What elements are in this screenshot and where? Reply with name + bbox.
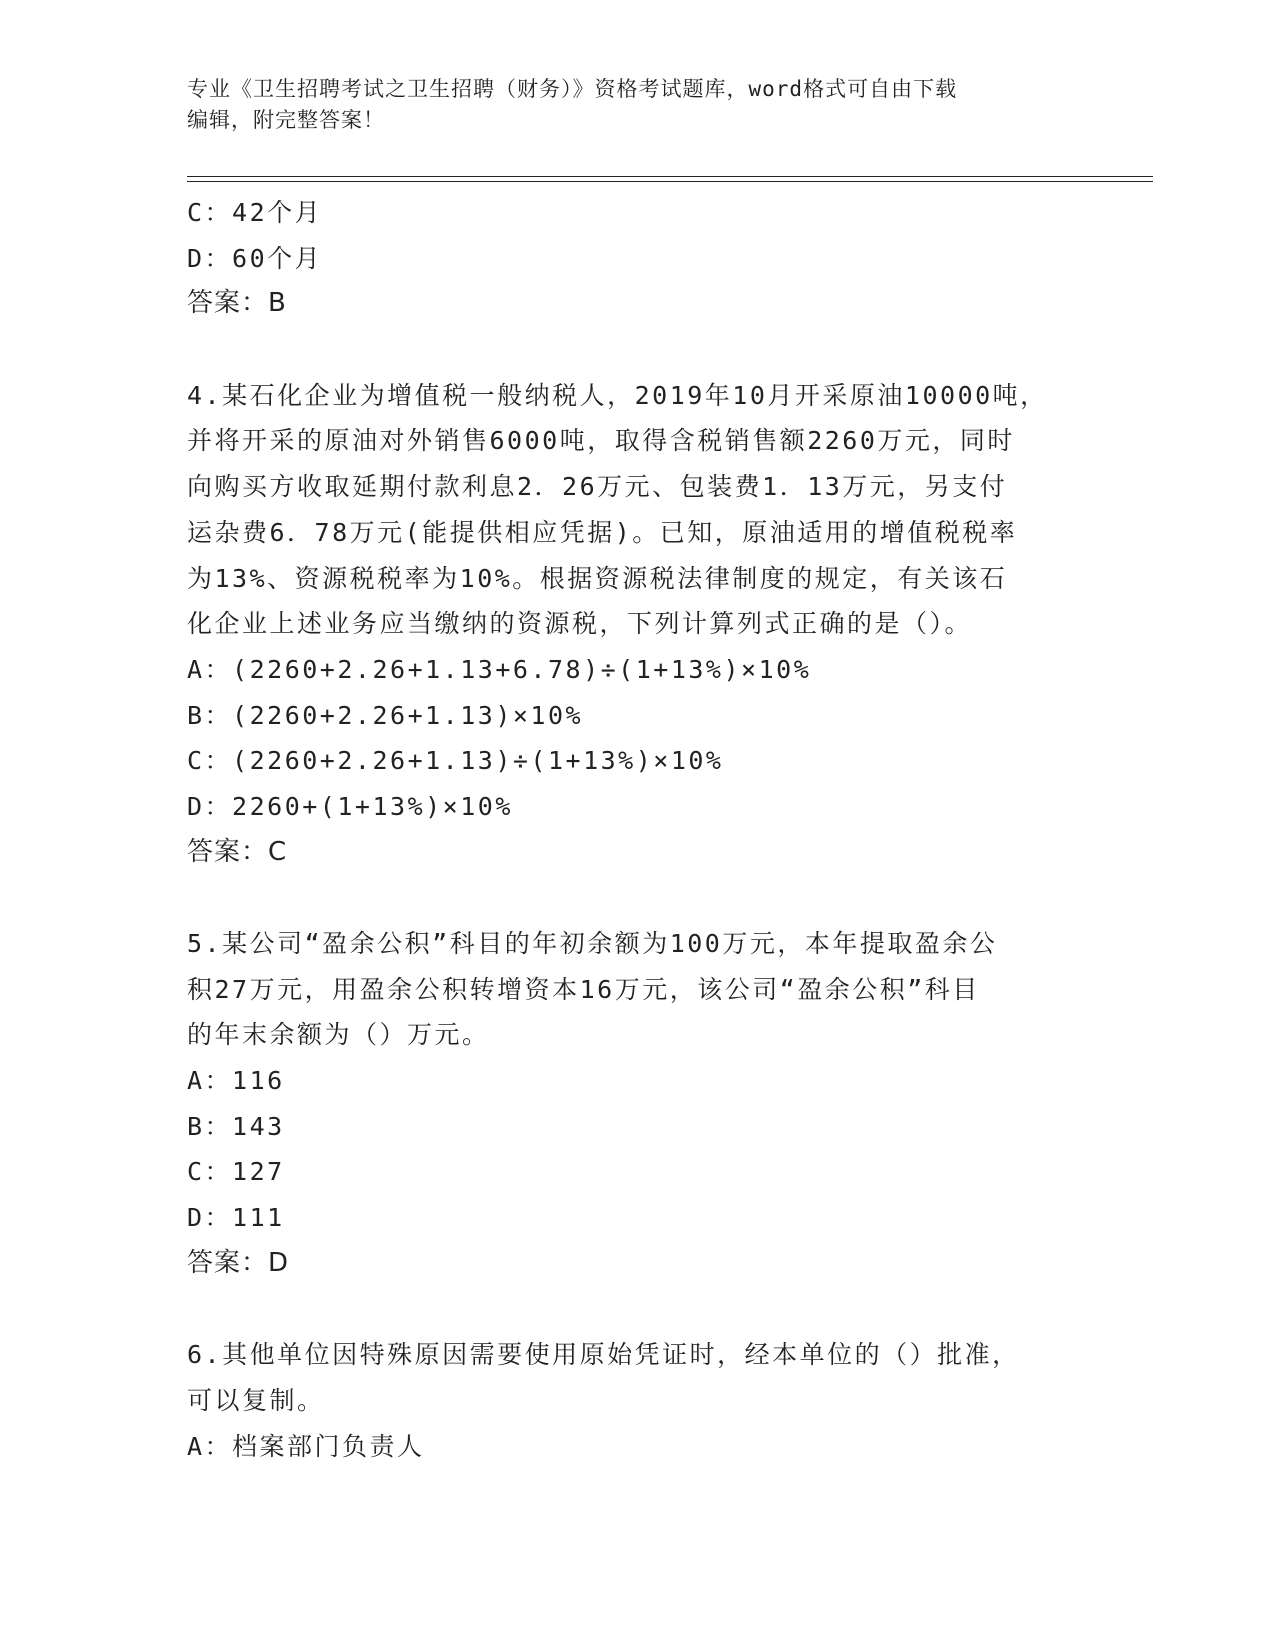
q5-option-b: B：143 <box>187 1111 285 1141</box>
spacer <box>187 875 1067 921</box>
q4-option-a: A：(2260+2.26+1.13+6.78)÷(1+13%)×10% <box>187 654 812 684</box>
q4-answer: 答案：C <box>187 836 288 867</box>
q5-stem-line: 积27万元，用盈余公积转增资本16万元，该公司“盈余公积”科目 <box>187 974 980 1004</box>
q4-stem-line: 为13%、资源税税率为10%。根据资源税法律制度的规定，有关该石 <box>187 563 1008 593</box>
q5-stem-line: 的年末余额为（）万元。 <box>187 1020 490 1050</box>
document-body <box>187 190 1067 1469</box>
q6-stem-line: 可以复制。 <box>187 1385 325 1415</box>
spacer <box>187 1287 1067 1333</box>
q4-option-d: D：2260+(1+13%)×10% <box>187 791 513 821</box>
header-line-2: 编辑，附完整答案！ <box>187 108 385 132</box>
q5-option-d: D：111 <box>187 1203 285 1233</box>
q6-stem-line: 6.其他单位因特殊原因需要使用原始凭证时，经本单位的（）批准， <box>187 1340 1020 1370</box>
header-line-1: 专业《卫生招聘考试之卫生招聘（财务）》资格考试题库，word格式可自由下载 <box>187 77 958 101</box>
q4-stem-line: 并将开采的原油对外销售6000吨，取得含税销售额2260万元，同时 <box>187 426 1015 456</box>
q4-option-c: C：(2260+2.26+1.13)÷(1+13%)×10% <box>187 746 724 776</box>
q5-stem-line: 5.某公司“盈余公积”科目的年初余额为100万元，本年提取盈余公 <box>187 929 998 958</box>
prev-answer: 答案：B <box>187 288 287 319</box>
question-5 <box>187 921 1067 1287</box>
q5-option-c: C：127 <box>187 1157 285 1187</box>
q4-option-b: B：(2260+2.26+1.13)×10% <box>187 700 584 730</box>
q5-answer: 答案：D <box>187 1247 290 1278</box>
q5-option-a: A：116 <box>187 1066 285 1096</box>
q4-stem-line: 化企业上述业务应当缴纳的资源税，下列计算列式正确的是（）。 <box>187 609 973 639</box>
spacer <box>187 327 1067 373</box>
q6-option-a: A：档案部门负责人 <box>187 1431 425 1461</box>
page-header <box>187 74 1067 136</box>
q4-stem-line: 运杂费6．78万元(能提供相应凭据)。已知，原油适用的增值税税率 <box>187 517 1018 547</box>
q4-stem-line: 4.某石化企业为增值税一般纳税人，2019年10月开采原油10000吨， <box>187 380 1048 410</box>
question-6 <box>187 1332 1067 1469</box>
q4-stem-line: 向购买方收取延期付款利息2．26万元、包装费1．13万元，另支付 <box>187 472 1008 502</box>
prev-option-c: C：42个月 <box>187 198 323 227</box>
question-4 <box>187 373 1067 876</box>
prev-option-d: D：60个月 <box>187 243 323 273</box>
header-divider-top <box>187 176 1153 177</box>
header-divider-bottom <box>187 181 1153 182</box>
